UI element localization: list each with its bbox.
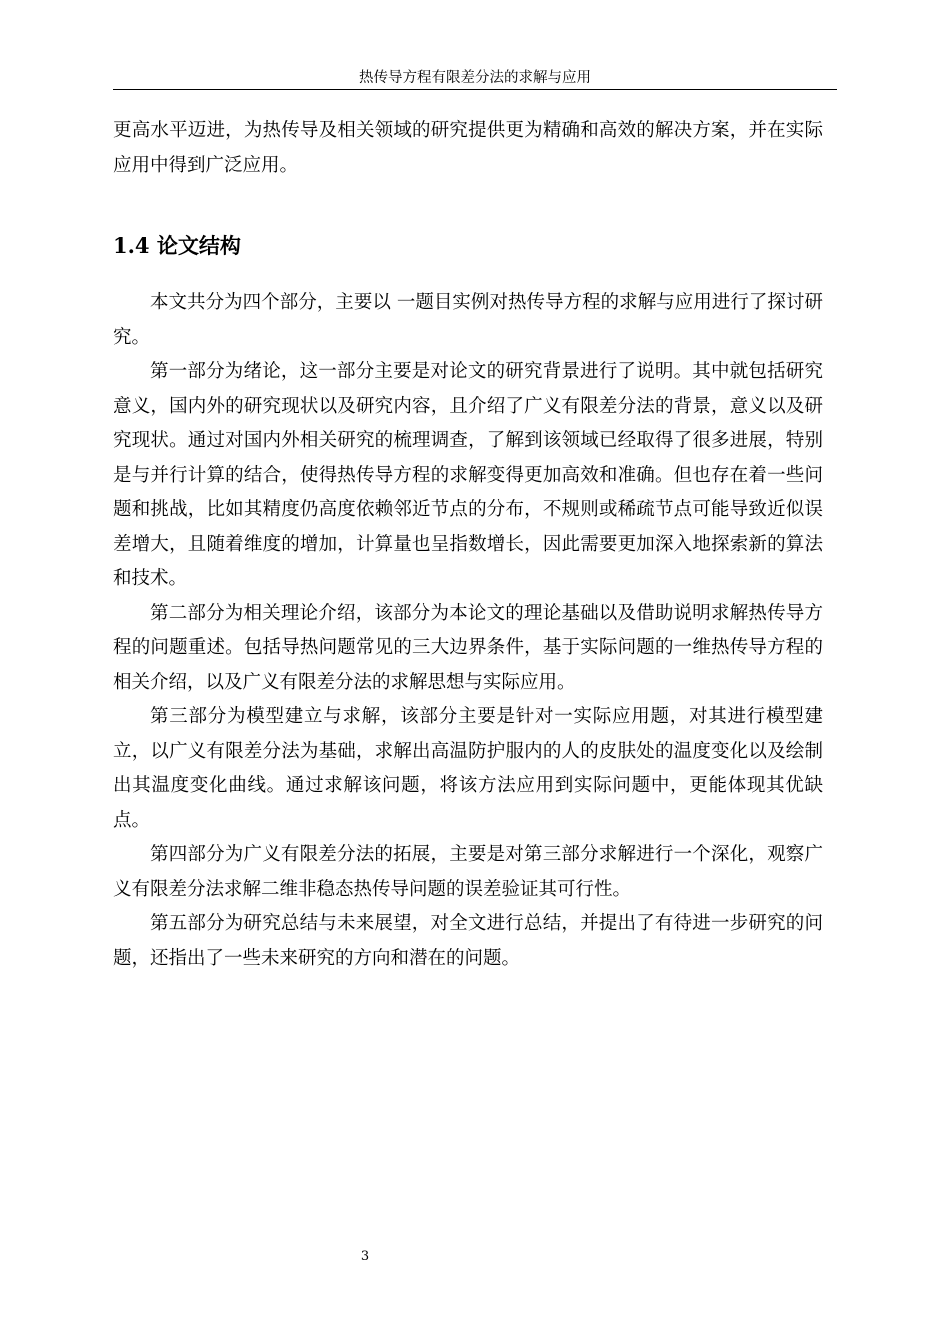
paragraph-part-two: 第二部分为相关理论介绍，该部分为本论文的理论基础以及借助说明求解热传导方程的问题重述。包括导热问题常见的三大边界条件，基于实际问题的一维热传导方程的相关介绍，以及广义有限差分法的求解思想与实际应用。 xyxy=(113,602,823,693)
paragraph-part-four: 第四部分为广义有限差分法的拓展，主要是对第三部分求解进行一个深化，观察广义有限差分法求解二维非稳态热传导问题的误差验证其可行性。 xyxy=(113,844,823,900)
header-rule xyxy=(113,89,837,90)
page-number: 3 xyxy=(360,1249,370,1264)
paragraph-part-five: 第五部分为研究总结与未来展望，对全文进行总结，并提出了有待进一步研究的问题，还指出了一些未来研究的方向和潜在的问题。 xyxy=(113,913,823,969)
paragraph-part-one: 第一部分为绪论，这一部分主要是对论文的研究背景进行了说明。其中就包括研究意义，国内外的研究现状以及研究内容，且介绍了广义有限差分法的背景，意义以及研究现状。通过对国内外相关研究的梳理调查，了解到该领域已经取得了很多进展，特别是与并行计算的结合，使得热传导方程的求解变得更加高效和准确。但也存在着一些问题和挑战，比如其精度仍高度依赖邻近节点的分布，不规则或稀疏节点可能导致近似误差增大，且随着维度的增加，计算量也呈指数增长，因此需要更加深入地探索新的算法和技术。 xyxy=(113,361,823,589)
section-body xyxy=(113,286,823,976)
section-heading: 1.4 论文结构 xyxy=(113,233,241,258)
continuation-block xyxy=(113,114,823,183)
continuation-paragraph: 更高水平迈进，为热传导及相关领域的研究提供更为精确和高效的解决方案，并在实际应用中得到广泛应用。 xyxy=(113,120,823,176)
paragraph-overview: 本文共分为四个部分，主要以 一题目实例对热传导方程的求解与应用进行了探讨研究。 xyxy=(113,292,823,348)
running-header-title: 热传导方程有限差分法的求解与应用 xyxy=(359,70,591,86)
paragraph-part-three: 第三部分为模型建立与求解，该部分主要是针对一实际应用题，对其进行模型建立，以广义有限差分法为基础，求解出高温防护服内的人的皮肤处的温度变化以及绘制出其温度变化曲线。通过求解该问题，将该方法应用到实际问题中，更能体现其优缺点。 xyxy=(113,706,823,831)
